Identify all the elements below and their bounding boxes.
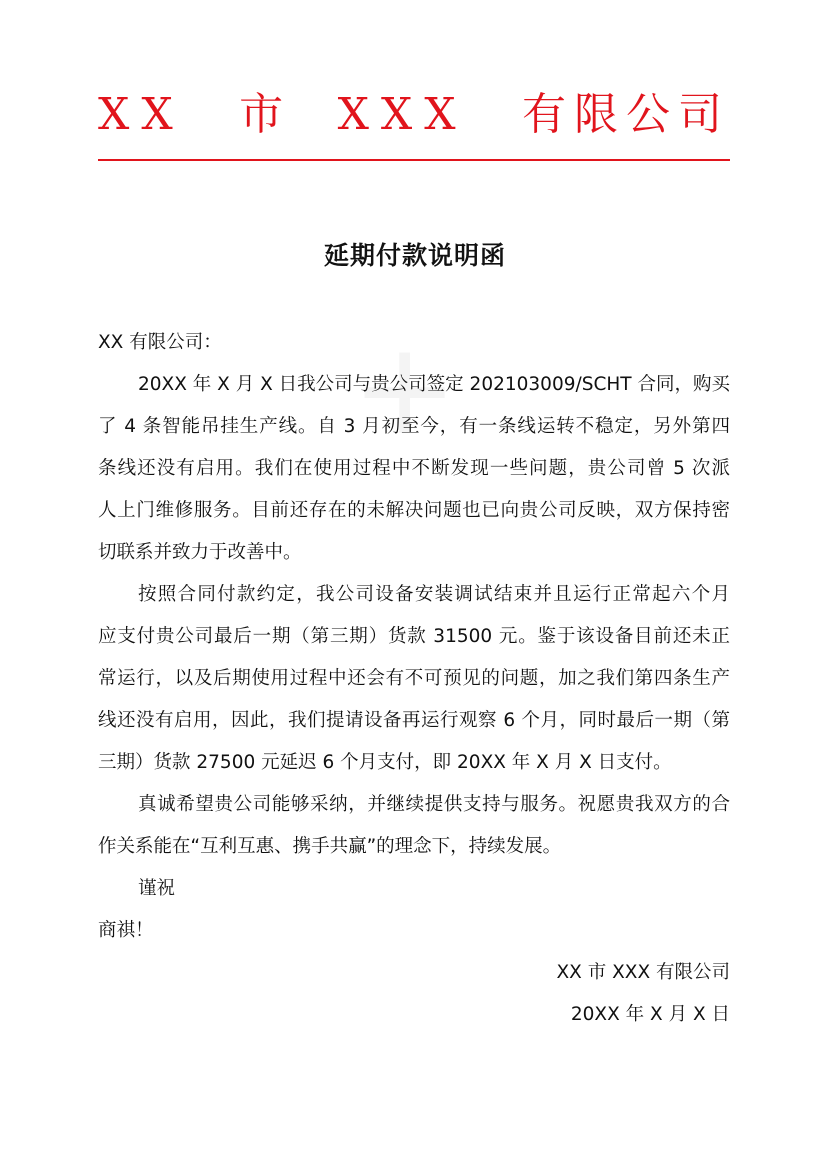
letter-body xyxy=(98,322,730,1036)
document-title: 延期付款说明函 xyxy=(323,241,506,270)
text-line: 20XX 年 X 月 X 日我公司与贵公司签定 202103009/SCHT 合同，购买 xyxy=(138,374,730,395)
text-line: 条线还没有启用。我们在使用过程中不断发现一些问题，贵公司曾 5 次派 xyxy=(98,458,730,479)
letterhead-part: 市 xyxy=(239,89,284,140)
signature: XX 市 XXX 有限公司 xyxy=(556,962,730,983)
letterhead-part: XXX xyxy=(337,89,468,140)
text-line: 常运行，以及后期使用过程中还会有不可预见的问题，加之我们第四条生产 xyxy=(98,668,730,689)
text-line: 真诚希望贵公司能够采纳，并继续提供支持与服务。祝愿贵我双方的合 xyxy=(138,794,730,815)
text-line: 切联系并致力于改善中。 xyxy=(98,542,302,563)
text-line: 作关系能在“互利互惠、携手共赢”的理念下，持续发展。 xyxy=(98,836,562,857)
text-line: 应支付贵公司最后一期（第三期）货款 31500 元。鉴于该设备目前还未正 xyxy=(98,626,730,647)
text-line: 按照合同付款约定，我公司设备安装调试结束并且运行正常起六个月 xyxy=(138,584,730,605)
letterhead-divider xyxy=(98,159,730,161)
paragraph-1 xyxy=(98,364,730,574)
text-line: 三期）货款 27500 元延迟 6 个月支付，即 20XX 年 X 月 X 日支付。 xyxy=(98,752,672,773)
text-line: 人上门维修服务。目前还存在的未解决问题也已向贵公司反映，双方保持密 xyxy=(98,500,730,521)
date: 20XX 年 X 月 X 日 xyxy=(570,1004,730,1025)
blessing: 商祺！ xyxy=(98,920,154,941)
letterhead-part: 有限公司 xyxy=(522,89,730,140)
salutation: XX 有限公司： xyxy=(98,332,222,353)
text-line: 了 4 条智能吊挂生产线。自 3 月初至今，有一条线运转不稳定，另外第四 xyxy=(98,416,730,437)
closing: 谨祝 xyxy=(138,878,176,899)
paragraph-3 xyxy=(98,784,730,868)
paragraph-2 xyxy=(98,574,730,784)
text-line: 线还没有启用，因此，我们提请设备再运行观察 6 个月，同时最后一期（第 xyxy=(98,710,730,731)
letterhead xyxy=(98,88,730,142)
letterhead-part: XX xyxy=(98,89,185,140)
